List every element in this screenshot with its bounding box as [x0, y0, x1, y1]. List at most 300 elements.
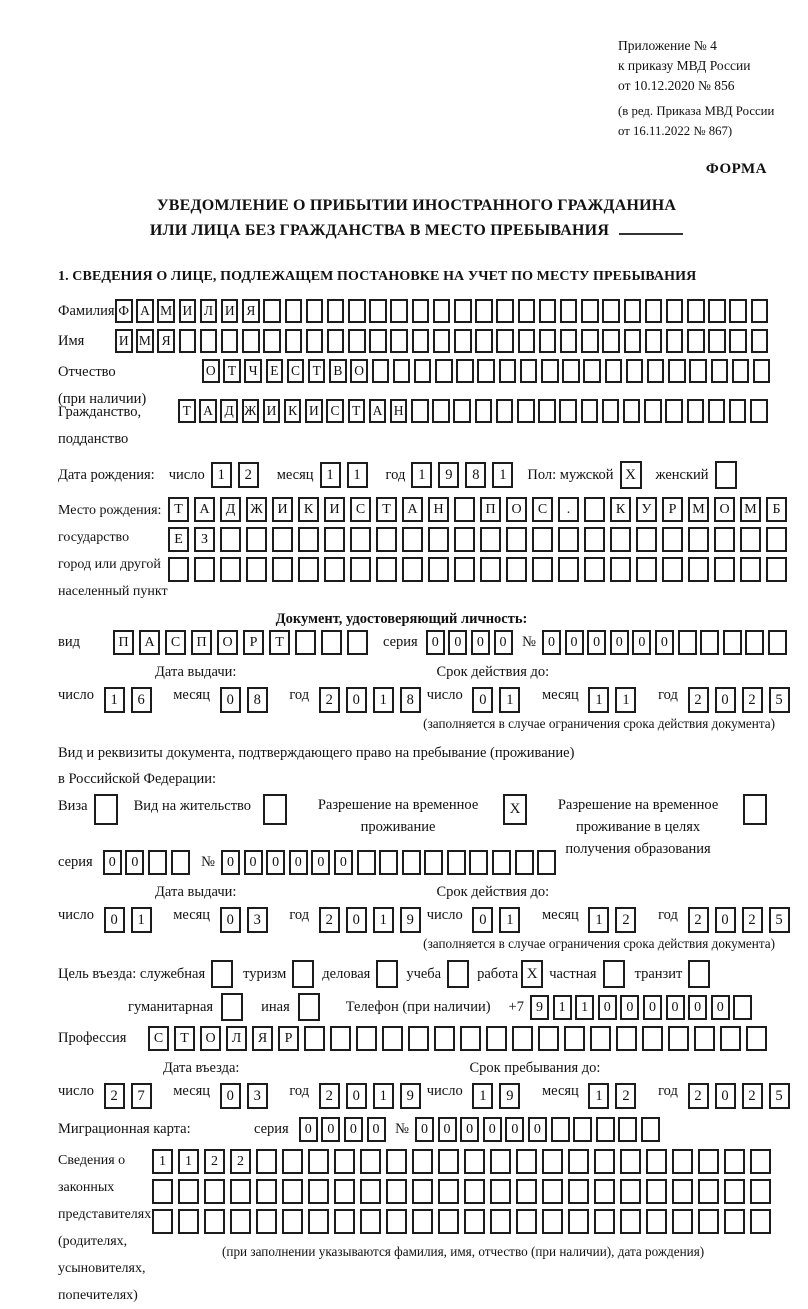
- char-box[interactable]: [542, 1209, 563, 1234]
- char-box[interactable]: [562, 359, 580, 383]
- char-box[interactable]: [464, 1179, 485, 1204]
- char-box[interactable]: Т: [308, 359, 326, 383]
- char-box[interactable]: [624, 329, 642, 353]
- char-box[interactable]: [282, 1149, 303, 1174]
- char-box[interactable]: [414, 359, 432, 383]
- char-box[interactable]: 2: [319, 907, 340, 933]
- char-box[interactable]: [200, 329, 218, 353]
- char-box[interactable]: [460, 1026, 481, 1051]
- char-box[interactable]: [666, 299, 684, 323]
- char-box[interactable]: [668, 1026, 689, 1051]
- char-box[interactable]: [424, 850, 443, 875]
- char-box[interactable]: [402, 527, 423, 552]
- char-box[interactable]: 1: [152, 1149, 173, 1174]
- char-box[interactable]: [644, 399, 662, 423]
- char-box[interactable]: 2: [742, 907, 763, 933]
- char-box[interactable]: Ж: [242, 399, 260, 423]
- char-box[interactable]: [402, 850, 421, 875]
- char-box[interactable]: З: [194, 527, 215, 552]
- char-box[interactable]: [662, 557, 683, 582]
- temp-permit-checkbox[interactable]: X: [503, 794, 527, 825]
- char-box[interactable]: [688, 557, 709, 582]
- char-box[interactable]: 0: [346, 907, 367, 933]
- char-box[interactable]: [724, 1209, 745, 1234]
- char-box[interactable]: И: [115, 329, 133, 353]
- char-box[interactable]: 9: [438, 462, 459, 488]
- char-box[interactable]: [750, 1209, 771, 1234]
- char-box[interactable]: Е: [168, 527, 189, 552]
- char-box[interactable]: 1: [553, 995, 572, 1020]
- char-box[interactable]: [327, 299, 345, 323]
- char-box[interactable]: [750, 1179, 771, 1204]
- char-box[interactable]: [687, 399, 705, 423]
- char-box[interactable]: [454, 497, 475, 522]
- char-box[interactable]: 1: [499, 687, 520, 713]
- char-box[interactable]: Т: [168, 497, 189, 522]
- char-box[interactable]: Б: [766, 497, 787, 522]
- char-box[interactable]: [646, 1149, 667, 1174]
- char-box[interactable]: К: [610, 497, 631, 522]
- char-box[interactable]: [492, 850, 511, 875]
- char-box[interactable]: [350, 527, 371, 552]
- char-box[interactable]: 0: [220, 907, 241, 933]
- char-box[interactable]: 0: [565, 630, 584, 655]
- char-box[interactable]: [454, 557, 475, 582]
- char-box[interactable]: [433, 329, 451, 353]
- char-box[interactable]: [308, 1149, 329, 1174]
- char-box[interactable]: [672, 1179, 693, 1204]
- char-box[interactable]: [539, 329, 557, 353]
- char-box[interactable]: [285, 299, 303, 323]
- char-box[interactable]: [623, 399, 641, 423]
- purpose-private-checkbox[interactable]: [603, 960, 625, 988]
- char-box[interactable]: 1: [178, 1149, 199, 1174]
- char-box[interactable]: [152, 1209, 173, 1234]
- purpose-work-checkbox[interactable]: X: [521, 960, 543, 988]
- char-box[interactable]: [568, 1179, 589, 1204]
- char-box[interactable]: [496, 329, 514, 353]
- char-box[interactable]: 1: [373, 687, 394, 713]
- char-box[interactable]: [700, 630, 719, 655]
- char-box[interactable]: [515, 850, 534, 875]
- char-box[interactable]: И: [263, 399, 281, 423]
- char-box[interactable]: [179, 329, 197, 353]
- char-box[interactable]: [295, 630, 316, 655]
- char-box[interactable]: [386, 1209, 407, 1234]
- char-box[interactable]: [766, 557, 787, 582]
- char-box[interactable]: [330, 1026, 351, 1051]
- char-box[interactable]: [334, 1149, 355, 1174]
- char-box[interactable]: В: [329, 359, 347, 383]
- char-box[interactable]: 0: [334, 850, 353, 875]
- char-box[interactable]: [646, 1209, 667, 1234]
- char-box[interactable]: [357, 850, 376, 875]
- char-box[interactable]: 0: [346, 1083, 367, 1109]
- char-box[interactable]: М: [740, 497, 761, 522]
- char-box[interactable]: [324, 527, 345, 552]
- char-box[interactable]: 1: [472, 1083, 493, 1109]
- char-box[interactable]: 0: [598, 995, 617, 1020]
- char-box[interactable]: [624, 299, 642, 323]
- char-box[interactable]: [711, 359, 729, 383]
- char-box[interactable]: 8: [465, 462, 486, 488]
- char-box[interactable]: [496, 299, 514, 323]
- char-box[interactable]: [602, 329, 620, 353]
- char-box[interactable]: Л: [200, 299, 218, 323]
- char-box[interactable]: [360, 1179, 381, 1204]
- char-box[interactable]: [538, 399, 556, 423]
- char-box[interactable]: [263, 329, 281, 353]
- char-box[interactable]: 8: [247, 687, 268, 713]
- char-box[interactable]: И: [324, 497, 345, 522]
- char-box[interactable]: [729, 399, 747, 423]
- char-box[interactable]: [542, 1149, 563, 1174]
- char-box[interactable]: А: [139, 630, 160, 655]
- char-box[interactable]: [766, 527, 787, 552]
- char-box[interactable]: Я: [252, 1026, 273, 1051]
- char-box[interactable]: [221, 329, 239, 353]
- char-box[interactable]: [620, 1209, 641, 1234]
- char-box[interactable]: 0: [542, 630, 561, 655]
- char-box[interactable]: [386, 1149, 407, 1174]
- char-box[interactable]: С: [350, 497, 371, 522]
- char-box[interactable]: 1: [347, 462, 368, 488]
- char-box[interactable]: М: [688, 497, 709, 522]
- char-box[interactable]: 8: [400, 687, 421, 713]
- char-box[interactable]: К: [298, 497, 319, 522]
- char-box[interactable]: Н: [428, 497, 449, 522]
- char-box[interactable]: 5: [769, 687, 790, 713]
- char-box[interactable]: [584, 497, 605, 522]
- char-box[interactable]: [642, 1026, 663, 1051]
- char-box[interactable]: [435, 359, 453, 383]
- char-box[interactable]: [645, 329, 663, 353]
- char-box[interactable]: 2: [688, 907, 709, 933]
- char-box[interactable]: [518, 299, 536, 323]
- char-box[interactable]: [369, 329, 387, 353]
- char-box[interactable]: 0: [299, 1117, 318, 1142]
- char-box[interactable]: [246, 527, 267, 552]
- char-box[interactable]: С: [326, 399, 344, 423]
- purpose-business-checkbox[interactable]: [376, 960, 398, 988]
- char-box[interactable]: [518, 329, 536, 353]
- char-box[interactable]: Н: [390, 399, 408, 423]
- char-box[interactable]: [360, 1209, 381, 1234]
- char-box[interactable]: [376, 557, 397, 582]
- char-box[interactable]: [551, 1117, 570, 1142]
- char-box[interactable]: 0: [367, 1117, 386, 1142]
- char-box[interactable]: 1: [320, 462, 341, 488]
- char-box[interactable]: [698, 1179, 719, 1204]
- char-box[interactable]: Ф: [115, 299, 133, 323]
- char-box[interactable]: [620, 1149, 641, 1174]
- char-box[interactable]: 3: [247, 907, 268, 933]
- char-box[interactable]: 0: [632, 630, 651, 655]
- char-box[interactable]: [464, 1149, 485, 1174]
- char-box[interactable]: 1: [373, 1083, 394, 1109]
- char-box[interactable]: [720, 1026, 741, 1051]
- char-box[interactable]: [408, 1026, 429, 1051]
- char-box[interactable]: 0: [311, 850, 330, 875]
- char-box[interactable]: [532, 527, 553, 552]
- char-box[interactable]: 0: [103, 850, 122, 875]
- char-box[interactable]: [542, 1179, 563, 1204]
- char-box[interactable]: 0: [688, 995, 707, 1020]
- char-box[interactable]: 2: [238, 462, 259, 488]
- char-box[interactable]: [308, 1179, 329, 1204]
- char-box[interactable]: 5: [769, 907, 790, 933]
- char-box[interactable]: [714, 527, 735, 552]
- char-box[interactable]: Т: [376, 497, 397, 522]
- char-box[interactable]: [558, 527, 579, 552]
- char-box[interactable]: 9: [400, 1083, 421, 1109]
- char-box[interactable]: [541, 359, 559, 383]
- char-box[interactable]: 0: [104, 907, 125, 933]
- char-box[interactable]: [272, 527, 293, 552]
- char-box[interactable]: [152, 1179, 173, 1204]
- char-box[interactable]: [714, 557, 735, 582]
- char-box[interactable]: 0: [494, 630, 513, 655]
- char-box[interactable]: [496, 399, 514, 423]
- char-box[interactable]: Я: [242, 299, 260, 323]
- char-box[interactable]: [620, 1179, 641, 1204]
- char-box[interactable]: 2: [615, 1083, 636, 1109]
- char-box[interactable]: 1: [615, 687, 636, 713]
- char-box[interactable]: [379, 850, 398, 875]
- char-box[interactable]: А: [136, 299, 154, 323]
- char-box[interactable]: [584, 557, 605, 582]
- char-box[interactable]: 0: [715, 1083, 736, 1109]
- char-box[interactable]: А: [369, 399, 387, 423]
- char-box[interactable]: [583, 359, 601, 383]
- char-box[interactable]: [412, 299, 430, 323]
- char-box[interactable]: [708, 399, 726, 423]
- char-box[interactable]: [256, 1149, 277, 1174]
- char-box[interactable]: [272, 557, 293, 582]
- char-box[interactable]: 0: [472, 907, 493, 933]
- char-box[interactable]: [148, 850, 167, 875]
- char-box[interactable]: [539, 299, 557, 323]
- char-box[interactable]: [386, 1179, 407, 1204]
- char-box[interactable]: [475, 329, 493, 353]
- char-box[interactable]: [689, 359, 707, 383]
- char-box[interactable]: [390, 329, 408, 353]
- char-box[interactable]: Ж: [246, 497, 267, 522]
- char-box[interactable]: 0: [460, 1117, 479, 1142]
- char-box[interactable]: Р: [662, 497, 683, 522]
- char-box[interactable]: 2: [319, 1083, 340, 1109]
- char-box[interactable]: 6: [131, 687, 152, 713]
- char-box[interactable]: С: [287, 359, 305, 383]
- char-box[interactable]: [687, 299, 705, 323]
- char-box[interactable]: [594, 1179, 615, 1204]
- char-box[interactable]: [723, 630, 742, 655]
- char-box[interactable]: 5: [769, 1083, 790, 1109]
- char-box[interactable]: 9: [400, 907, 421, 933]
- char-box[interactable]: [687, 329, 705, 353]
- char-box[interactable]: 0: [655, 630, 674, 655]
- char-box[interactable]: [750, 1149, 771, 1174]
- char-box[interactable]: [433, 299, 451, 323]
- char-box[interactable]: [616, 1026, 637, 1051]
- char-box[interactable]: О: [202, 359, 220, 383]
- char-box[interactable]: [694, 1026, 715, 1051]
- char-box[interactable]: [733, 995, 752, 1020]
- char-box[interactable]: [520, 359, 538, 383]
- char-box[interactable]: .: [558, 497, 579, 522]
- char-box[interactable]: 0: [220, 687, 241, 713]
- char-box[interactable]: [242, 329, 260, 353]
- char-box[interactable]: Д: [220, 399, 238, 423]
- char-box[interactable]: 1: [588, 1083, 609, 1109]
- char-box[interactable]: [178, 1179, 199, 1204]
- char-box[interactable]: [327, 329, 345, 353]
- char-box[interactable]: [263, 299, 281, 323]
- char-box[interactable]: [298, 527, 319, 552]
- residence-permit-checkbox[interactable]: [263, 794, 287, 825]
- char-box[interactable]: Т: [223, 359, 241, 383]
- char-box[interactable]: [626, 359, 644, 383]
- char-box[interactable]: 2: [230, 1149, 251, 1174]
- char-box[interactable]: [454, 527, 475, 552]
- char-box[interactable]: Р: [278, 1026, 299, 1051]
- char-box[interactable]: [432, 399, 450, 423]
- char-box[interactable]: А: [194, 497, 215, 522]
- char-box[interactable]: Д: [220, 497, 241, 522]
- char-box[interactable]: [304, 1026, 325, 1051]
- char-box[interactable]: 0: [289, 850, 308, 875]
- char-box[interactable]: [477, 359, 495, 383]
- char-box[interactable]: 2: [319, 687, 340, 713]
- char-box[interactable]: [282, 1209, 303, 1234]
- char-box[interactable]: А: [199, 399, 217, 423]
- char-box[interactable]: [412, 1179, 433, 1204]
- char-box[interactable]: 0: [610, 630, 629, 655]
- char-box[interactable]: [194, 557, 215, 582]
- char-box[interactable]: [454, 299, 472, 323]
- char-box[interactable]: Л: [226, 1026, 247, 1051]
- char-box[interactable]: [204, 1179, 225, 1204]
- char-box[interactable]: 1: [588, 907, 609, 933]
- char-box[interactable]: [532, 557, 553, 582]
- char-box[interactable]: [636, 557, 657, 582]
- char-box[interactable]: [753, 359, 771, 383]
- char-box[interactable]: [475, 299, 493, 323]
- char-box[interactable]: 1: [211, 462, 232, 488]
- char-box[interactable]: [560, 329, 578, 353]
- edu-permit-checkbox[interactable]: [743, 794, 767, 825]
- char-box[interactable]: [246, 557, 267, 582]
- char-box[interactable]: [538, 1026, 559, 1051]
- char-box[interactable]: С: [165, 630, 186, 655]
- char-box[interactable]: [306, 329, 324, 353]
- char-box[interactable]: [347, 630, 368, 655]
- char-box[interactable]: 0: [426, 630, 445, 655]
- sex-male-checkbox[interactable]: X: [620, 461, 642, 489]
- char-box[interactable]: 1: [575, 995, 594, 1020]
- char-box[interactable]: [581, 299, 599, 323]
- char-box[interactable]: Ч: [244, 359, 262, 383]
- char-box[interactable]: К: [284, 399, 302, 423]
- char-box[interactable]: [321, 630, 342, 655]
- char-box[interactable]: 1: [373, 907, 394, 933]
- char-box[interactable]: [334, 1179, 355, 1204]
- char-box[interactable]: [610, 527, 631, 552]
- char-box[interactable]: [438, 1149, 459, 1174]
- char-box[interactable]: О: [350, 359, 368, 383]
- char-box[interactable]: [220, 557, 241, 582]
- char-box[interactable]: 0: [505, 1117, 524, 1142]
- char-box[interactable]: [688, 527, 709, 552]
- char-box[interactable]: [746, 1026, 767, 1051]
- char-box[interactable]: 0: [711, 995, 730, 1020]
- char-box[interactable]: [729, 299, 747, 323]
- char-box[interactable]: [490, 1209, 511, 1234]
- char-box[interactable]: Р: [243, 630, 264, 655]
- char-box[interactable]: 2: [742, 1083, 763, 1109]
- char-box[interactable]: [390, 299, 408, 323]
- char-box[interactable]: [584, 527, 605, 552]
- char-box[interactable]: 0: [125, 850, 144, 875]
- char-box[interactable]: И: [221, 299, 239, 323]
- char-box[interactable]: 2: [615, 907, 636, 933]
- char-box[interactable]: 2: [688, 687, 709, 713]
- char-box[interactable]: [560, 299, 578, 323]
- char-box[interactable]: 1: [588, 687, 609, 713]
- char-box[interactable]: [573, 1117, 592, 1142]
- char-box[interactable]: [469, 850, 488, 875]
- char-box[interactable]: [480, 557, 501, 582]
- char-box[interactable]: 7: [131, 1083, 152, 1109]
- char-box[interactable]: [382, 1026, 403, 1051]
- char-box[interactable]: [428, 527, 449, 552]
- char-box[interactable]: М: [157, 299, 175, 323]
- char-box[interactable]: [740, 557, 761, 582]
- char-box[interactable]: [447, 850, 466, 875]
- char-box[interactable]: [282, 1179, 303, 1204]
- char-box[interactable]: [438, 1209, 459, 1234]
- char-box[interactable]: [454, 329, 472, 353]
- char-box[interactable]: 2: [688, 1083, 709, 1109]
- char-box[interactable]: [698, 1209, 719, 1234]
- char-box[interactable]: Т: [178, 399, 196, 423]
- char-box[interactable]: [171, 850, 190, 875]
- char-box[interactable]: [596, 1117, 615, 1142]
- char-box[interactable]: [356, 1026, 377, 1051]
- char-box[interactable]: [308, 1209, 329, 1234]
- char-box[interactable]: И: [272, 497, 293, 522]
- char-box[interactable]: [751, 329, 769, 353]
- char-box[interactable]: [537, 850, 556, 875]
- char-box[interactable]: М: [136, 329, 154, 353]
- char-box[interactable]: А: [402, 497, 423, 522]
- char-box[interactable]: 1: [104, 687, 125, 713]
- char-box[interactable]: [602, 299, 620, 323]
- purpose-study-checkbox[interactable]: [447, 960, 469, 988]
- char-box[interactable]: 9: [499, 1083, 520, 1109]
- char-box[interactable]: [376, 527, 397, 552]
- char-box[interactable]: [745, 630, 764, 655]
- char-box[interactable]: [732, 359, 750, 383]
- char-box[interactable]: П: [191, 630, 212, 655]
- char-box[interactable]: 0: [266, 850, 285, 875]
- char-box[interactable]: [360, 1149, 381, 1174]
- char-box[interactable]: 0: [438, 1117, 457, 1142]
- char-box[interactable]: [662, 527, 683, 552]
- char-box[interactable]: [516, 1149, 537, 1174]
- char-box[interactable]: [668, 359, 686, 383]
- char-box[interactable]: [708, 299, 726, 323]
